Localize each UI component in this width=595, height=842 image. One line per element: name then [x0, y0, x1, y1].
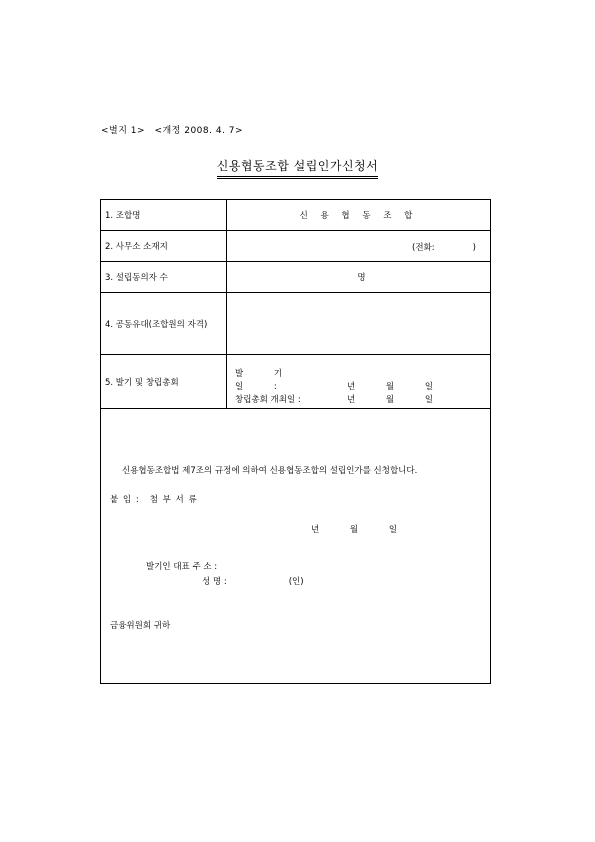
- label-office-address: 2. 사무소 소재지: [101, 231, 227, 261]
- label-union-name: 1. 조합명: [101, 200, 227, 230]
- applicant-name[interactable]: 성 명 :: [202, 577, 227, 587]
- applicant-name-line: [202, 575, 304, 587]
- field-founding-meeting[interactable]: [227, 355, 490, 408]
- document-title: 신용협동조합 설립인가신청서: [217, 157, 379, 179]
- promotion-date-label: 발 기 일 :: [235, 369, 297, 392]
- meeting-date-line: [235, 394, 447, 407]
- applicant-address[interactable]: 발기인 대표 주 소 :: [146, 562, 218, 572]
- founders-count-unit: 명: [357, 273, 366, 283]
- union-name-text: 신 용 협 동 조 합: [299, 211, 418, 221]
- form-number: <별지 1>: [101, 126, 146, 136]
- row-founders-count: [101, 262, 490, 293]
- application-form: [100, 199, 491, 684]
- phone-close: ): [472, 243, 476, 253]
- row-common-bond: [101, 293, 490, 355]
- phone-field: [412, 241, 476, 253]
- application-statement: 신용협동조합법 제7조의 규정에 의하여 신용협동조합의 설립인가를 신청합니다.: [122, 466, 418, 476]
- field-union-name[interactable]: [227, 200, 490, 230]
- label-founders-count: 3. 설립동의자 수: [101, 262, 227, 292]
- meeting-date-ymd: 년 월 일: [347, 395, 448, 405]
- promotion-date-ymd: 년 월 일: [347, 382, 448, 392]
- attachment-line: [110, 493, 198, 505]
- attachment-value: 첨 부 서 류: [149, 495, 198, 505]
- label-common-bond: 4. 공동유대(조합원의 자격): [101, 293, 227, 354]
- phone-label: (전화:: [412, 243, 435, 253]
- revision-date: <개정 2008. 4. 7>: [154, 126, 244, 136]
- meeting-date-label: 창립총회 개최일 :: [235, 395, 301, 405]
- promotion-date-line: [235, 368, 447, 394]
- row-founding-meeting: [101, 355, 490, 409]
- field-founders-count[interactable]: [227, 262, 490, 292]
- attachment-label: 붙 임 :: [110, 495, 140, 505]
- founding-dates: [235, 368, 447, 407]
- seal-mark: (인): [288, 577, 304, 587]
- document-title-wrapper: [0, 157, 595, 179]
- form-reference: [101, 123, 249, 136]
- row-union-name: [101, 200, 490, 231]
- row-office-address: [101, 231, 490, 262]
- field-common-bond[interactable]: [227, 293, 490, 354]
- application-body: [101, 409, 490, 683]
- label-founding-meeting: 5. 발기 및 창립총회: [101, 355, 227, 408]
- application-date[interactable]: 년 월 일: [311, 525, 412, 535]
- recipient: 금융위원회 귀하: [110, 621, 171, 631]
- field-office-address[interactable]: [227, 231, 490, 261]
